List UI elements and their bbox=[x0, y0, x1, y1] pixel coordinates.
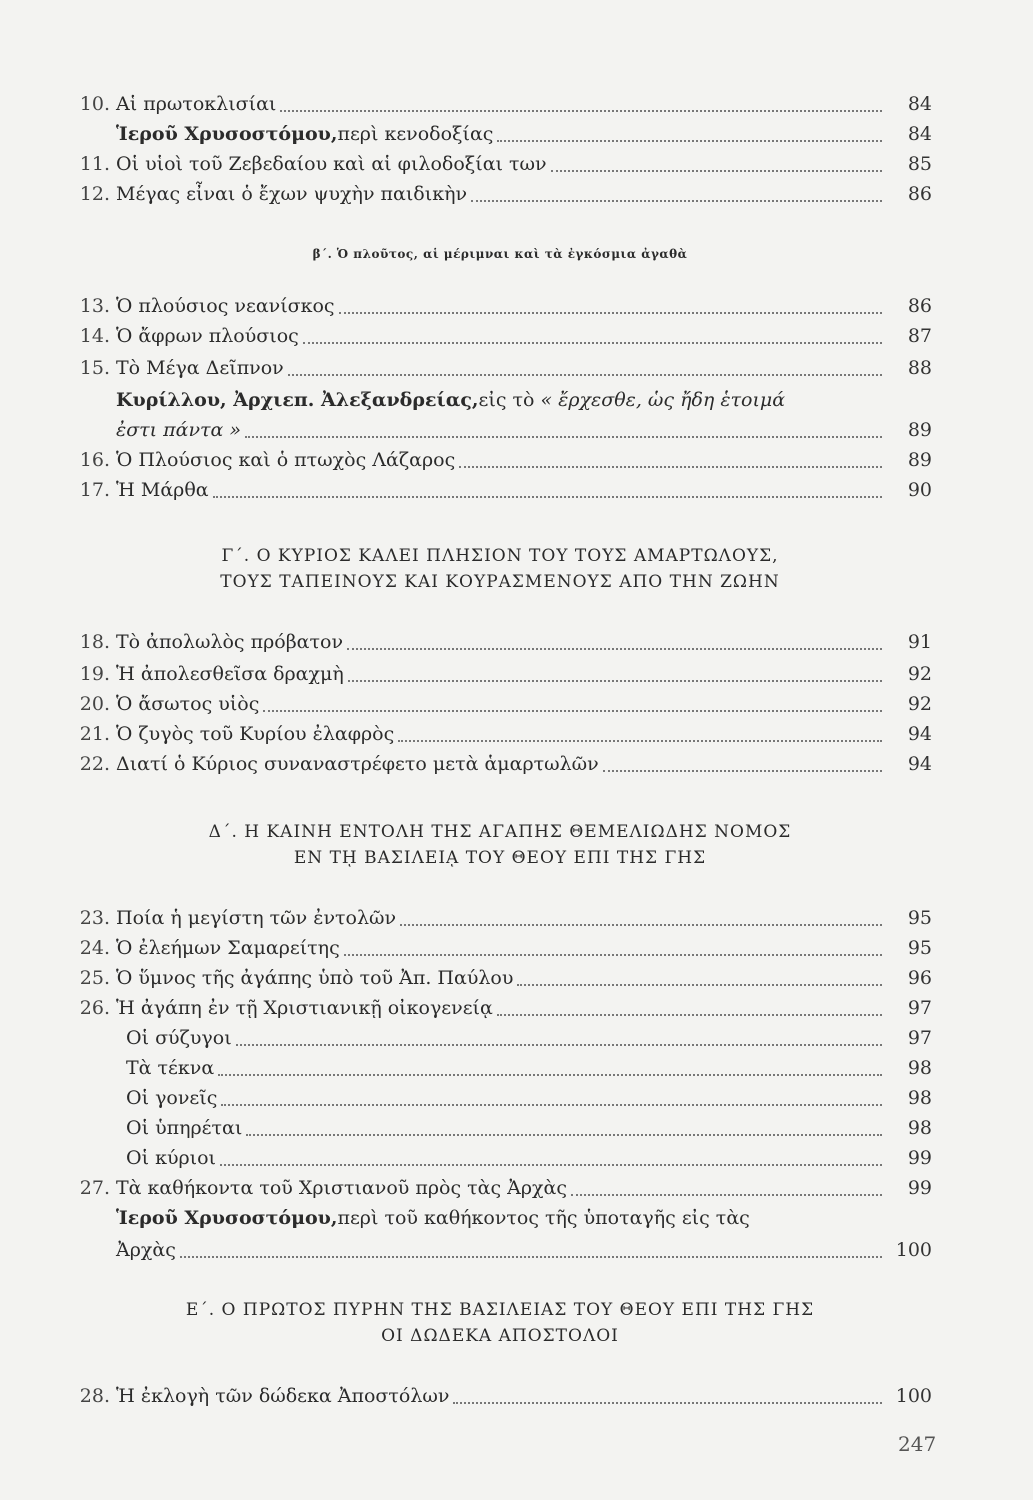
leader-dots bbox=[213, 495, 882, 498]
toc-entry bbox=[70, 86, 932, 116]
entry-number: 25. bbox=[79, 967, 110, 989]
entry-title: Τὰ καθήκοντα τοῦ Χριστιανοῦ πρὸς τὰς Ἀρχὰς bbox=[116, 1177, 568, 1199]
toc-entry bbox=[70, 656, 932, 686]
toc-entry bbox=[70, 176, 932, 206]
entry-title: Οἱ ὑπηρέται bbox=[126, 1117, 243, 1139]
entry-page: 85 bbox=[907, 153, 932, 175]
entry-number: 27. bbox=[79, 1177, 110, 1199]
toc-entry bbox=[70, 318, 932, 348]
entry-title: Ὁ ἄφρων πλούσιος bbox=[116, 325, 299, 347]
entry-page: 97 bbox=[907, 1027, 932, 1049]
entry-number: 28. bbox=[79, 1385, 110, 1407]
entry-number: 11. bbox=[79, 153, 110, 175]
entry-author: Κυρίλλου, Ἀρχιεπ. Ἀλεξανδρείας, bbox=[116, 389, 479, 411]
leader-dots bbox=[497, 1013, 882, 1016]
toc-entry bbox=[70, 350, 932, 380]
entry-title: Τὰ τέκνα bbox=[126, 1057, 215, 1079]
entry-title: Ὁ πλούσιος νεανίσκος bbox=[116, 295, 335, 317]
leader-dots bbox=[344, 953, 882, 956]
entry-page: 87 bbox=[907, 325, 932, 347]
section-heading-e-line2: ΟΙ ΔΩΔΕΚΑ ΑΠΟΣΤΟΛΟΙ bbox=[381, 1326, 619, 1346]
toc-entry bbox=[70, 624, 932, 654]
entry-title: Τὸ Μέγα Δεῖπνον bbox=[116, 357, 284, 379]
leader-dots bbox=[517, 983, 882, 986]
leader-dots bbox=[218, 1073, 882, 1076]
leader-dots bbox=[246, 1133, 882, 1136]
leader-dots bbox=[303, 341, 882, 344]
entry-title: Διατί ὁ Κύριος συναναστρέφετο μετὰ ἁμαρτωλῶν bbox=[116, 753, 599, 775]
leader-dots bbox=[551, 169, 882, 172]
leader-dots bbox=[339, 311, 882, 314]
entry-page: 94 bbox=[907, 723, 932, 745]
entry-number: 26. bbox=[79, 997, 110, 1019]
entry-page: 92 bbox=[907, 693, 932, 715]
entry-title: Ἡ ἀγάπη ἐν τῇ Χριστιανικῇ οἰκογενείᾳ bbox=[116, 997, 493, 1019]
toc-entry bbox=[70, 116, 932, 146]
entry-page: 95 bbox=[907, 907, 932, 929]
entry-number: 23. bbox=[79, 907, 110, 929]
entry-number: 15. bbox=[79, 357, 110, 379]
leader-dots bbox=[347, 647, 882, 650]
section-heading-b: β΄. Ὁ πλοῦτος, αἱ μέριμναι καὶ τὰ ἐγκόσμια ἀγαθὰ bbox=[312, 247, 688, 261]
toc-subentry bbox=[70, 1140, 932, 1170]
entry-title: Ποία ἡ μεγίστη τῶν ἐντολῶν bbox=[116, 907, 397, 929]
entry-title: Ὁ ὕμνος τῆς ἀγάπης ὑπὸ τοῦ Ἀπ. Παύλου bbox=[116, 967, 514, 989]
leader-dots bbox=[236, 1043, 882, 1046]
entry-number: 14. bbox=[79, 325, 110, 347]
entry-number: 19. bbox=[79, 663, 110, 685]
entry-number: 10. bbox=[79, 93, 110, 115]
leader-dots bbox=[459, 465, 882, 468]
entry-number: 17. bbox=[79, 479, 110, 501]
toc-entry bbox=[70, 472, 932, 502]
toc-entry bbox=[70, 990, 932, 1020]
entry-page: 84 bbox=[907, 93, 932, 115]
toc-entry bbox=[70, 900, 932, 930]
section-heading-g-line2: ΤΟΥΣ ΤΑΠΕΙΝΟΥΣ ΚΑΙ ΚΟΥΡΑΣΜΕΝΟΥΣ ΑΠΟ ΤΗΝ ΖΩΗΝ bbox=[220, 572, 780, 592]
leader-dots bbox=[497, 139, 882, 142]
leader-dots bbox=[221, 1103, 882, 1106]
leader-dots bbox=[603, 769, 882, 772]
entry-quote-cont: ἐστι πάντα » bbox=[116, 419, 242, 441]
leader-dots bbox=[263, 709, 882, 712]
section-heading-d-line1: Δ΄. Η ΚΑΙΝΗ ΕΝΤΟΛΗ ΤΗΣ ΑΓΑΠΗΣ ΘΕΜΕΛΙΩΔΗΣ ΝΟΜΟΣ bbox=[208, 822, 792, 842]
entry-quote: « ἔρχεσθε, ὡς ἤδη ἑτοιμά bbox=[540, 389, 786, 411]
entry-number: 12. bbox=[79, 183, 110, 205]
leader-dots bbox=[571, 1193, 882, 1196]
entry-page: 91 bbox=[907, 631, 932, 653]
toc-entry bbox=[70, 746, 932, 776]
entry-page: 98 bbox=[907, 1117, 932, 1139]
entry-title-cont: Ἀρχὰς bbox=[116, 1239, 176, 1261]
entry-title: Ἡ ἐκλογὴ τῶν δώδεκα Ἀποστόλων bbox=[116, 1385, 450, 1407]
entry-title: Ἡ Μάρθα bbox=[116, 479, 209, 501]
entry-page: 89 bbox=[907, 449, 932, 471]
page-number: 247 bbox=[898, 1432, 937, 1456]
leader-dots bbox=[220, 1163, 882, 1166]
entry-page: 96 bbox=[907, 967, 932, 989]
entry-page: 86 bbox=[907, 295, 932, 317]
leader-dots bbox=[398, 739, 882, 742]
entry-page: 86 bbox=[907, 183, 932, 205]
entry-title: Αἱ πρωτοκλισίαι bbox=[116, 93, 277, 115]
entry-title: Ὁ Πλούσιος καὶ ὁ πτωχὸς Λάζαρος bbox=[116, 449, 456, 471]
toc-subentry bbox=[70, 1110, 932, 1140]
entry-title: περὶ κενοδοξίας bbox=[337, 123, 494, 145]
toc-entry bbox=[70, 716, 932, 746]
section-heading-e-line1: Ε΄. Ο ΠΡΩΤΟΣ ΠΥΡΗΝ ΤΗΣ ΒΑΣΙΛΕΙΑΣ ΤΟΥ ΘΕΟΥ ΕΠΙ ΤΗΣ ΓΗΣ bbox=[185, 1300, 815, 1320]
toc-subentry bbox=[70, 1050, 932, 1080]
toc-entry bbox=[70, 1378, 932, 1408]
entry-title: Τὸ ἀπολωλὸς πρόβατον bbox=[116, 631, 344, 653]
entry-author: Ἱεροῦ Χρυσοστόμου, bbox=[116, 1207, 338, 1229]
toc-entry bbox=[70, 960, 932, 990]
entry-title: Οἱ σύζυγοι bbox=[126, 1027, 232, 1049]
entry-number: 20. bbox=[79, 693, 110, 715]
entry-page: 100 bbox=[895, 1239, 932, 1261]
leader-dots bbox=[280, 109, 882, 112]
section-heading-g-line1: Γ΄. Ο ΚΥΡΙΟΣ ΚΑΛΕΙ ΠΛΗΣΙΟΝ ΤΟΥ ΤΟΥΣ ΑΜΑΡΤΩΛΟΥΣ, bbox=[221, 546, 779, 566]
section-heading-d-line2: ΕΝ Τῌ ΒΑΣΙΛΕΙᾼ ΤΟΥ ΘΕΟΥ ΕΠΙ ΤΗΣ ΓΗΣ bbox=[293, 848, 707, 868]
entry-page: 99 bbox=[907, 1147, 932, 1169]
entry-page: 89 bbox=[907, 419, 932, 441]
entry-page: 84 bbox=[907, 123, 932, 145]
entry-title: Μέγας εἶναι ὁ ἔχων ψυχὴν παιδικὴν bbox=[116, 183, 467, 205]
entry-author: Ἱεροῦ Χρυσοστόμου, bbox=[116, 123, 338, 145]
toc-subentry bbox=[70, 1020, 932, 1050]
entry-title: Οἱ γονεῖς bbox=[126, 1087, 218, 1109]
entry-page: 90 bbox=[907, 479, 932, 501]
entry-title: περὶ τοῦ καθήκοντος τῆς ὑποταγῆς εἰς τὰς bbox=[337, 1207, 750, 1229]
entry-title: Ὁ ἄσωτος υἱὸς bbox=[116, 693, 260, 715]
leader-dots bbox=[245, 435, 882, 438]
entry-title: Ὁ ἐλεήμων Σαμαρείτης bbox=[116, 937, 340, 959]
leader-dots bbox=[400, 923, 882, 926]
entry-number: 22. bbox=[79, 753, 110, 775]
leader-dots bbox=[180, 1255, 882, 1258]
entry-title: Οἱ υἱοὶ τοῦ Ζεβεδαίου καὶ αἱ φιλοδοξίαι των bbox=[116, 153, 547, 175]
toc-subentry bbox=[70, 1080, 932, 1110]
toc-entry bbox=[70, 1232, 932, 1262]
entry-page: 95 bbox=[907, 937, 932, 959]
toc-entry bbox=[70, 1200, 932, 1230]
entry-page: 94 bbox=[907, 753, 932, 775]
entry-number: 24. bbox=[79, 937, 110, 959]
entry-title: Ὁ ζυγὸς τοῦ Κυρίου ἐλαφρὸς bbox=[116, 723, 395, 745]
leader-dots bbox=[453, 1401, 882, 1404]
leader-dots bbox=[288, 373, 882, 376]
entry-number: 21. bbox=[79, 723, 110, 745]
entry-page: 100 bbox=[895, 1385, 932, 1407]
entry-number: 13. bbox=[79, 295, 110, 317]
entry-page: 98 bbox=[907, 1087, 932, 1109]
entry-number: 18. bbox=[79, 631, 110, 653]
leader-dots bbox=[471, 199, 882, 202]
toc-entry bbox=[70, 382, 932, 412]
entry-page: 98 bbox=[907, 1057, 932, 1079]
toc-entry bbox=[70, 930, 932, 960]
entry-title: εἰς τὸ bbox=[478, 389, 535, 411]
toc-entry bbox=[70, 412, 932, 442]
entry-title: Οἱ κύριοι bbox=[126, 1147, 216, 1169]
toc-entry bbox=[70, 442, 932, 472]
entry-page: 92 bbox=[907, 663, 932, 685]
entry-title: Ἡ ἀπολεσθεῖσα δραχμὴ bbox=[116, 663, 344, 685]
entry-page: 97 bbox=[907, 997, 932, 1019]
toc-entry bbox=[70, 1170, 932, 1200]
entry-page: 88 bbox=[907, 357, 932, 379]
entry-page: 99 bbox=[907, 1177, 932, 1199]
toc-entry bbox=[70, 288, 932, 318]
entry-number: 16. bbox=[79, 449, 110, 471]
leader-dots bbox=[348, 679, 882, 682]
toc-entry bbox=[70, 686, 932, 716]
toc-entry bbox=[70, 146, 932, 176]
